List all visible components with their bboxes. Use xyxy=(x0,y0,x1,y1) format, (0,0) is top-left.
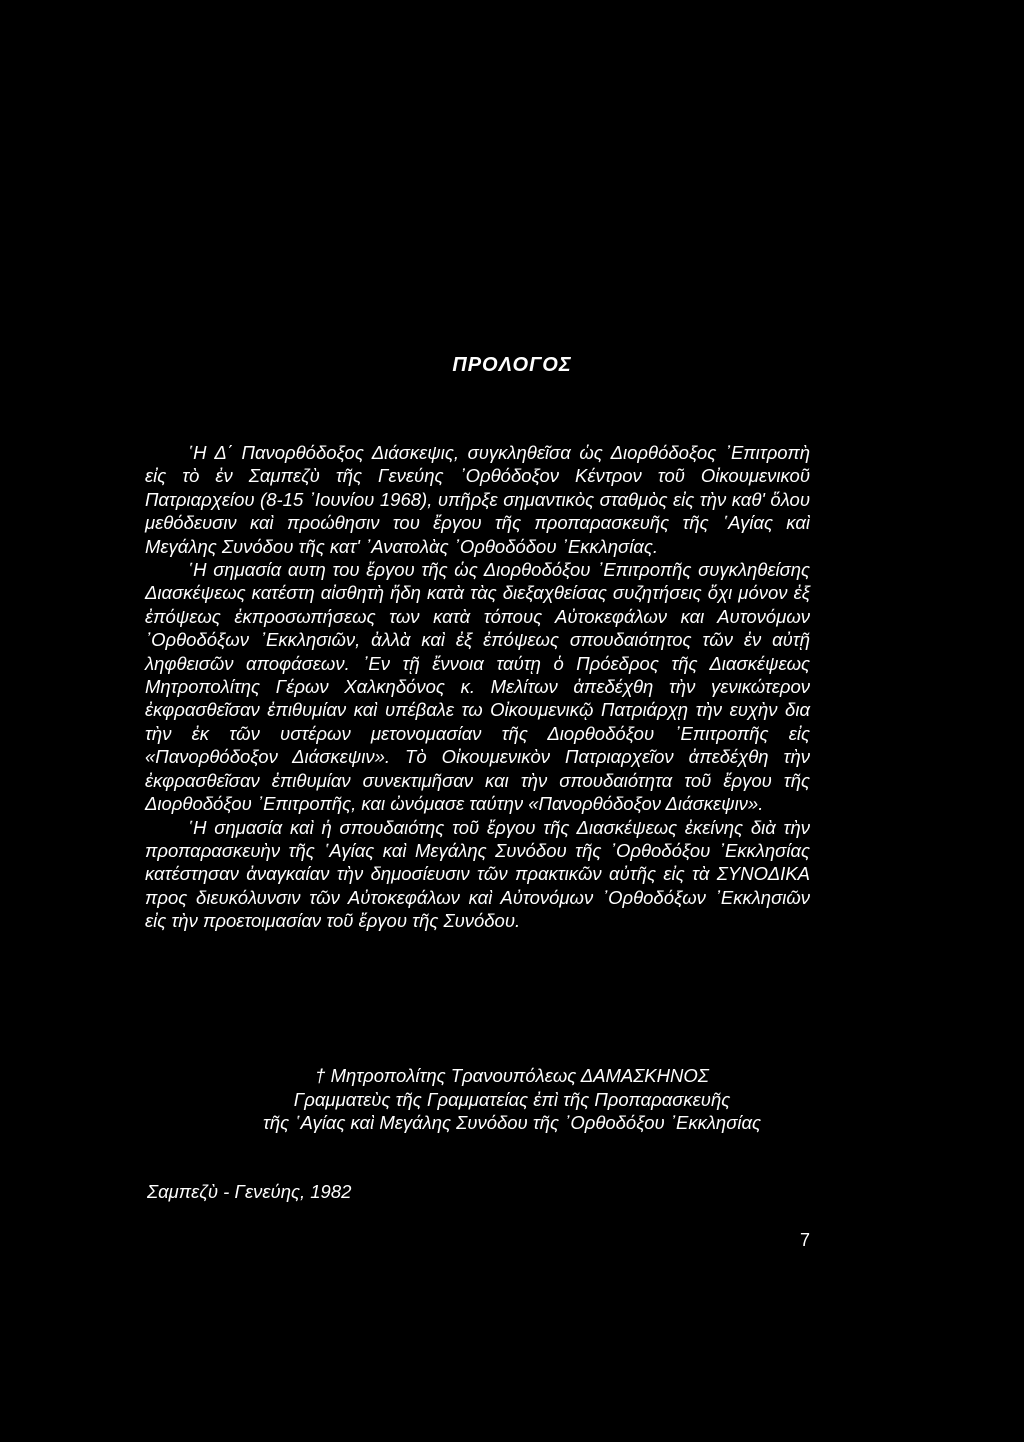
page-number: 7 xyxy=(799,1230,810,1250)
signature-affiliation: τῆς ῾Αγίας καὶ Μεγάλης Συνόδου τῆς ᾿Ορθοδόξου ᾿Εκκλησίας xyxy=(262,1112,762,1133)
place-date: Σαμπεζὺ - Γενεύης, 1982 xyxy=(147,1181,352,1202)
paragraph-3: ῾Η σημασία καὶ ἡ σπουδαιότης τοῦ ἔργου τῆς Διασκέψεως ἐκείνης διὰ τὴν προπαρασκευὴν τῆς ῾Αγίας καὶ Μεγάλης Συνόδου τῆς ᾿Ορθοδόξου ᾿Εκκλησίας κατέστησαν ἀναγκαίαν τὴν δημοσίευσιν τῶν πρακτικῶν αὐτῆς εἰς τὰ ΣΥΝΟΔΙΚΑ προς διευκόλυνσιν τῶν Αὐτοκεφάλων καὶ Αὐτονόμων ᾿Ορθοδόξων ᾿Εκκλησιῶν εἰς τὴν προετοιμασίαν τοῦ ἔργου τῆς Συνόδου. xyxy=(145,816,810,932)
paragraph-2: ῾Η σημασία αυτη του ἔργου τῆς ὡς Διορθοδόξου ᾿Επιτροπῆς συγκληθείσης Διασκέψεως κατέστη αἰσθητὴ ἤδη κατὰ τὰς διεξαχθείσας συζητήσεις ὄχι μόνον ἐξ ἐπόψεως ἐκπροσωπήσεως των κατὰ τόπους Αὐτοκεφάλων και Αυτονόμων ᾿Ορθοδόξων ᾿Εκκλησιῶν, ἀλλὰ καὶ ἐξ ἐπόψεως σπουδαιότητος τῶν ἐν αὐτῇ ληφθεισῶν αποφάσεων. ᾿Εν τῇ ἔννοια ταύτῃ ὁ Πρόεδρος τῆς Διασκέψεως Μητροπολίτης Γέρων Χαλκηδόνος κ. Μελίτων ἀπεδέχθη τὴν γενικώτερον ἐκφρασθεῖσαν ἐπιθυμίαν καὶ υπέβαλε τω Οἰκουμενικῷ Πατριάρχῃ τὴν ευχὴν δια τὴν ἐκ τῶν υστέρων μετονομασίαν τῆς Διορθοδόξου ᾿Επιτροπῆς εἰς «Πανορθόδοξον Διάσκεψιν». Τὸ Οἰκουμενικὸν Πατριαρχεῖον ἀπεδέχθη τὴν ἐκφρασθεῖσαν ἐπιθυμίαν συνεκτιμῆσαν και τὴν σπουδαιότητα τοῦ ἔργου τῆς Διορθοδόξου ᾿Επιτροπῆς, και ὠνόμασε ταύτην «Πανορθόδοξον Διάσκεψιν». xyxy=(145,559,810,815)
body-text xyxy=(145,441,810,933)
signature-role: Γραμματεὺς τῆς Γραμματείας ἐπὶ τῆς Προπαρασκευῆς xyxy=(293,1088,731,1110)
signature-name: † Μητροπολίτης Τρανουπόλεως ΔΑΜΑΣΚΗΝΟΣ xyxy=(315,1065,709,1086)
page-title: ΠΡΟΛΟΓΟΣ xyxy=(452,354,572,376)
paragraph-1: ῾Η Δ΄ Πανορθόδοξος Διάσκεψις, συγκληθεῖσα ὡς Διορθόδοξος ᾿Επιτροπὴ εἰς τὸ ἐν Σαμπεζὺ τῆς Γενεύης ᾿Ορθόδοξον Κέντρον τοῦ Οἰκουμενικοῦ Πατριαρχείου (8-15 ᾿Ιουνίου 1968), υπῆρξε σημαντικὸς σταθμὸς εἰς τὴν καθ' ὅλου μεθόδευσιν καὶ προώθησιν του ἔργου τῆς προπαρασκευῆς τῆς ῾Αγίας καὶ Μεγάλης Συνόδου τῆς κατ' ᾿Ανατολὰς ᾿Ορθοδόδου ᾿Εκκλησίας. xyxy=(145,442,810,557)
signature-block xyxy=(0,1064,1024,1135)
